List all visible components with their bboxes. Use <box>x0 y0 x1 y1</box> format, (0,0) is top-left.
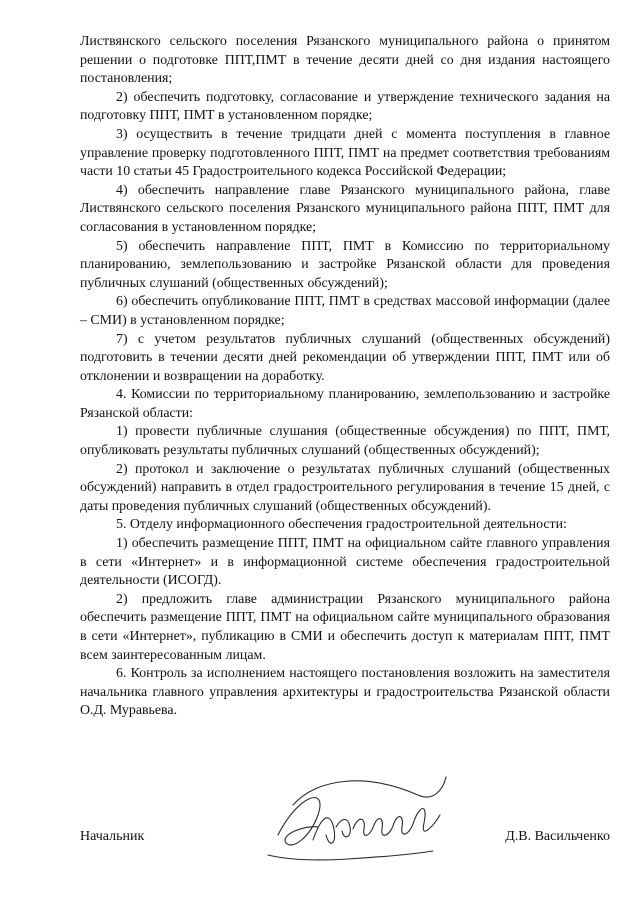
paragraph: 4. Комиссии по территориальному планированию, землепользованию и застройке Рязанской области: <box>80 387 610 421</box>
signer-position: Начальник <box>80 829 145 844</box>
paragraph: 4) обеспечить направление главе Рязанского муниципального района, главе Листвянского сельского поселения Рязанского муниципального района ППТ, ПМТ для согласования в установленном порядке; <box>80 182 610 235</box>
signer-name: Д.В. Васильченко <box>505 829 610 844</box>
paragraph: Листвянского сельского поселения Рязанского муниципального района о принятом решении о подготовке ППТ,ПМТ в течение десяти дней со дня издания настоящего постановления; <box>80 34 610 87</box>
paragraph: 6. Контроль за исполнением настоящего постановления возложить на заместителя начальника главного управления архитектуры и градостроительства Рязанской области О.Д. Муравьева. <box>80 666 610 719</box>
paragraph: 2) предложить главе администрации Рязанского муниципального района обеспечить размещение ППТ, ПМТ на официальном сайте муниципального образования в сети «Интернет», публикацию в СМИ и обеспечить доступ к материалам ППТ, ПМТ всем заинтересованным лицам. <box>80 591 610 663</box>
paragraph: 2) обеспечить подготовку, согласование и утверждение технического задания на подготовку ППТ, ПМТ в установленном порядке; <box>80 89 610 124</box>
paragraph: 2) протокол и заключение о результатах публичных слушаний (общественных обсуждений) направить в отдел градостроительного регулирования в течение 15 дней, с даты проведения публичных слушаний (общественных обсуждений). <box>80 461 610 514</box>
signature-row <box>80 829 610 849</box>
paragraph: 5. Отделу информационного обеспечения градостроительной деятельности: <box>116 517 567 533</box>
paragraph: 3) осуществить в течение тридцати дней с момента поступления в главное управление проверку подготовленного ППТ, ПМТ на предмет соответствия требованиям части 10 статьи 45 Градостроительного кодекса Российской Федерации; <box>80 126 610 180</box>
document-body <box>80 33 610 721</box>
paragraph: 7) с учетом результатов публичных слушаний (общественных обсуждений) подготовить в течении десяти дней рекомендации об утверждении ППТ, ПМТ или об отклонении и возвращении на доработку. <box>80 331 610 384</box>
paragraph: 1) обеспечить размещение ППТ, ПМТ на официальном сайте главного управления в сети «Интернет» и в информационной системе обеспечения градостроительной деятельности (ИСОГД). <box>80 536 610 589</box>
handwritten-signature <box>258 765 458 875</box>
paragraph: 5) обеспечить направление ППТ, ПМТ в Комиссию по территориальному планированию, землепользованию и застройке Рязанской области для проведения публичных слушаний (общественных обсуждений); <box>80 238 610 291</box>
paragraph: 1) провести публичные слушания (общественные обсуждения) по ППТ, ПМТ, опубликовать результаты публичных слушаний (общественных обсуждений); <box>80 424 610 459</box>
paragraph: 6) обеспечить опубликование ППТ, ПМТ в средствах массовой информации (далее – СМИ) в установленном порядке; <box>80 294 610 328</box>
